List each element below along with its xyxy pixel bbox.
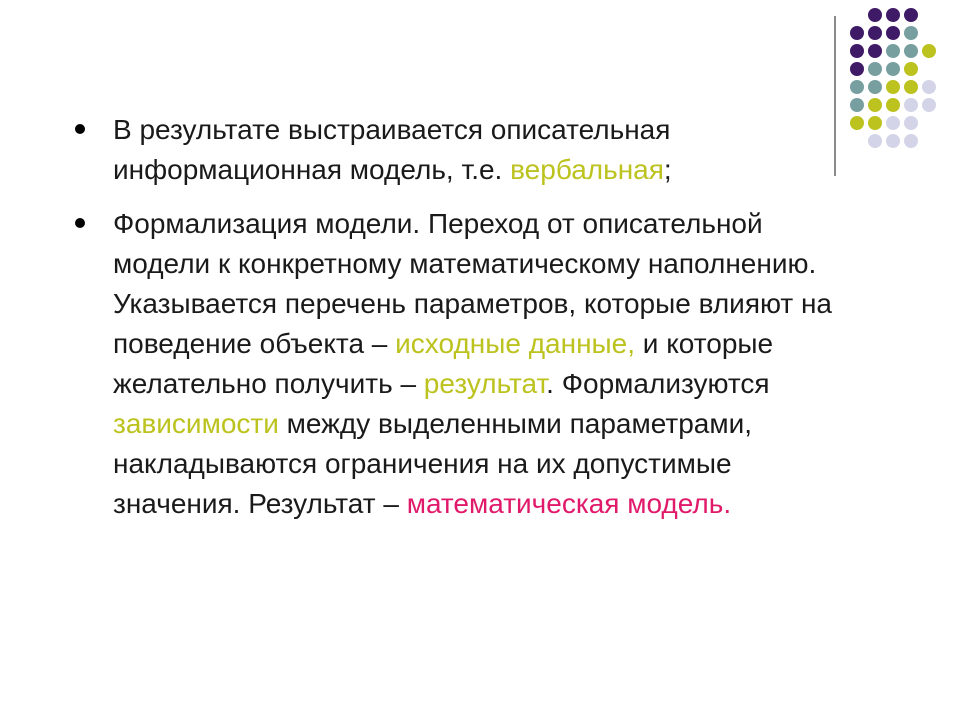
text-segment: Формализация модели. Переход от описательной модели к конкретному математическому наполнению. Указывается перечень параметров, которые влияют на поведение объекта – [113, 208, 833, 359]
decorative-dot [886, 26, 900, 40]
text-segment: В результате выстраивается описательная информационная модель, т.е. [113, 114, 671, 185]
decorative-dot [850, 98, 864, 112]
highlight-dependencies: зависимости [113, 408, 279, 439]
bullet-item-2 [75, 204, 835, 524]
decorative-dot [922, 44, 936, 58]
highlight-verbal: вербальная [510, 154, 664, 185]
highlight-input-data: исходные данные, [395, 328, 636, 359]
decorative-dot [922, 98, 936, 112]
bullet-icon [75, 218, 85, 228]
text-segment: между выделенными параметрами, накладываются ограничения на их допустимые значения. Результат – [113, 408, 753, 519]
decorative-dot [868, 44, 882, 58]
bullet-item-1 [75, 110, 835, 190]
decorative-dot [850, 62, 864, 76]
bullet-list [75, 110, 835, 538]
decorative-dot [886, 134, 900, 148]
decorative-dot-grid [850, 8, 950, 158]
decorative-dot [868, 80, 882, 94]
decorative-dot [850, 26, 864, 40]
highlight-result: результат [423, 368, 547, 399]
decorative-dot [850, 44, 864, 58]
decorative-dot [886, 80, 900, 94]
decorative-dot [904, 80, 918, 94]
decorative-dot [904, 134, 918, 148]
decorative-dot [904, 44, 918, 58]
decorative-dot [904, 62, 918, 76]
text-segment: и которые желательно получить – [113, 328, 774, 399]
decorative-dot [886, 44, 900, 58]
decorative-dot [850, 116, 864, 130]
highlight-math-model: математическая модель. [406, 488, 732, 519]
text-segment: ; [663, 154, 672, 185]
decorative-dot [868, 26, 882, 40]
decorative-dot [868, 8, 882, 22]
decorative-dot [904, 98, 918, 112]
decorative-dot [850, 80, 864, 94]
decorative-dot [904, 116, 918, 130]
bullet-icon [75, 124, 85, 134]
decorative-dot [868, 134, 882, 148]
decorative-dot [886, 116, 900, 130]
decorative-dot [904, 8, 918, 22]
decorative-dot [868, 116, 882, 130]
decorative-dot [886, 8, 900, 22]
bullet-text [113, 110, 835, 190]
decorative-dot [886, 98, 900, 112]
bullet-text [113, 204, 835, 524]
decorative-dot [904, 26, 918, 40]
decorative-dot [922, 80, 936, 94]
decorative-dot [868, 98, 882, 112]
decorative-dot [886, 62, 900, 76]
decorative-dot [868, 62, 882, 76]
text-segment: . Формализуются [546, 368, 770, 399]
